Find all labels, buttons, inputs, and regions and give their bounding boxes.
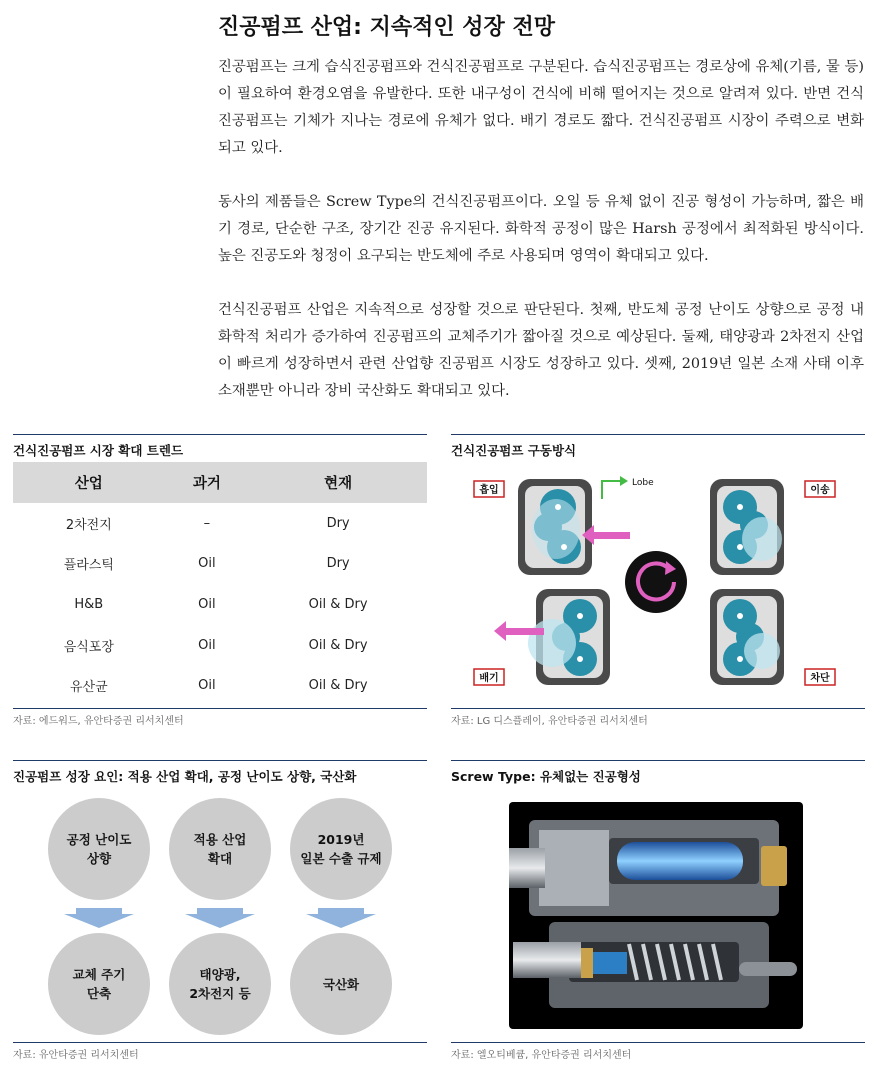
table-cell: 플라스틱 — [63, 558, 114, 574]
factors-panel-source: 자료: 유안타증권 리서치센터 — [13, 1050, 139, 1061]
pump-stage-intake — [518, 476, 630, 575]
table-cell: Dry — [326, 515, 350, 531]
table-cell: Oil & Dry — [308, 596, 368, 612]
table-cell: Oil — [198, 678, 216, 694]
table-row — [13, 665, 427, 706]
diagram-panel-top-rule — [451, 434, 865, 435]
table-cell: Oil — [198, 637, 216, 653]
paragraph-1: 진공펌프는 크게 습식진공펌프와 건식진공펌프로 구분된다. 습식진공펌프는 경로상에 유체(기름, 물 등)이 필요하여 환경오염을 유발한다. 또한 내구성이 건식에 비해 떨어지는 것으로 알려져 있다. 반면 건식진공펌프는 기체가 지나는 경로에 유체가 없다. 배기 경로도 짧다. 건식진공펌프 시장이 주력으로 변화되고 있다. — [218, 59, 864, 156]
factor-circle-replacement-cycle: 교체 주기 단축 — [48, 933, 150, 1035]
flow-arrow-3 — [306, 914, 376, 928]
rotation-icon — [625, 551, 687, 613]
market-trend-table — [13, 462, 427, 706]
diagram-panel-source: 자료: LG 디스플레이, 유안타증권 리서치센터 — [451, 716, 648, 727]
table-cell: 음식포장 — [63, 639, 114, 655]
screw-pump-illustration — [509, 802, 803, 1029]
table-header-past: 과거 — [165, 462, 250, 503]
label-exhaust-text: 배기 — [479, 673, 499, 684]
diagram-panel-title: 건식진공펌프 구동방식 — [451, 443, 577, 458]
photo-panel-title: Screw Type: 유체없는 진공형성 — [451, 769, 641, 784]
table-panel-bottom-rule — [13, 708, 427, 709]
table-cell: Oil & Dry — [308, 678, 368, 694]
table-panel-top-rule — [13, 434, 427, 435]
factor-circle-solar-battery: 태양광, 2차전지 등 — [169, 933, 271, 1035]
pump-stage-transfer — [710, 479, 784, 575]
table-cell: Oil — [198, 596, 216, 612]
label-intake — [474, 481, 504, 497]
label-transfer-text: 이송 — [810, 485, 830, 496]
label-lobe: Lobe — [632, 478, 654, 488]
table-row — [13, 503, 427, 544]
flow-arrow-1 — [64, 914, 134, 928]
table-cell: Oil — [198, 556, 216, 572]
paragraph-2: 동사의 제품들은 Screw Type의 건식진공펌프이다. 오일 등 유체 없이 진공 형성이 가능하며, 짧은 배기 경로, 단순한 구조, 장기간 진공 유지된다. 화학적 공정이 많은 Harsh 공정에서 최적화된 방식이다. 높은 진공도와 청정이 요구되는 반도체에 주로 사용되며 영역이 확대되고 있다. — [218, 194, 864, 264]
photo-panel-top-rule — [451, 760, 865, 761]
table-cell: – — [203, 515, 211, 531]
factor-circle-industry-expansion: 적용 산업 확대 — [169, 798, 271, 900]
table-cell: H&B — [74, 596, 104, 612]
label-exhaust — [474, 669, 504, 685]
label-transfer — [805, 481, 835, 497]
photo-panel-source: 자료: 엘오티베큠, 유안타증권 리서치센터 — [451, 1050, 632, 1061]
pump-stage-exhaust — [494, 589, 610, 685]
page-title: 진공펌프 산업: 지속적인 성장 전망 — [218, 15, 555, 40]
table-row — [13, 544, 427, 585]
pump-operation-diagram — [470, 469, 848, 695]
factor-circle-process-difficulty: 공정 난이도 상향 — [48, 798, 150, 900]
table-cell: Oil & Dry — [308, 637, 368, 653]
screw-pump-photo — [509, 802, 803, 1029]
table-cell: 2차전지 — [65, 517, 112, 533]
table-header-present: 현재 — [249, 462, 427, 503]
flow-arrow-2 — [185, 914, 255, 928]
label-block-text: 차단 — [810, 673, 830, 684]
pump-stage-block — [710, 589, 784, 685]
table-cell: 유산균 — [69, 680, 108, 696]
table-panel-title: 건식진공펌프 시장 확대 트렌드 — [13, 443, 184, 458]
table-row — [13, 625, 427, 666]
pump-diagram-svg — [470, 469, 848, 695]
table-row — [13, 584, 427, 625]
factors-panel-top-rule — [13, 760, 427, 761]
photo-panel-bottom-rule — [451, 1042, 865, 1043]
table-cell: Dry — [326, 556, 350, 572]
factor-circle-export-regulation: 2019년 일본 수출 규제 — [290, 798, 392, 900]
table-header-row — [13, 462, 427, 503]
table-header-industry: 산업 — [13, 462, 165, 503]
factor-circle-localization: 국산화 — [290, 933, 392, 1035]
label-block — [805, 669, 835, 685]
diagram-panel-bottom-rule — [451, 708, 865, 709]
factors-panel-title: 진공펌프 성장 요인: 적용 산업 확대, 공정 난이도 상향, 국산화 — [13, 769, 357, 784]
paragraph-3: 건식진공펌프 산업은 지속적으로 성장할 것으로 판단된다. 첫째, 반도체 공정 난이도 상향으로 공정 내 화학적 처리가 증가하여 진공펌프의 교체주기가 짧아질 것으로 예상된다. 둘째, 태양광과 2차전지 산업이 빠르게 성장하면서 관련 산업향 진공펌프 시장도 성장하고 있다. 셋째, 2019년 일본 소재 사태 이후 소재뿐만 아니라 장비 국산화도 확대되고 있다. — [218, 302, 864, 399]
factors-panel-bottom-rule — [13, 1042, 427, 1043]
table-panel-source: 자료: 에드워드, 유안타증권 리서치센터 — [13, 716, 184, 727]
label-intake-text: 흡입 — [479, 485, 499, 496]
